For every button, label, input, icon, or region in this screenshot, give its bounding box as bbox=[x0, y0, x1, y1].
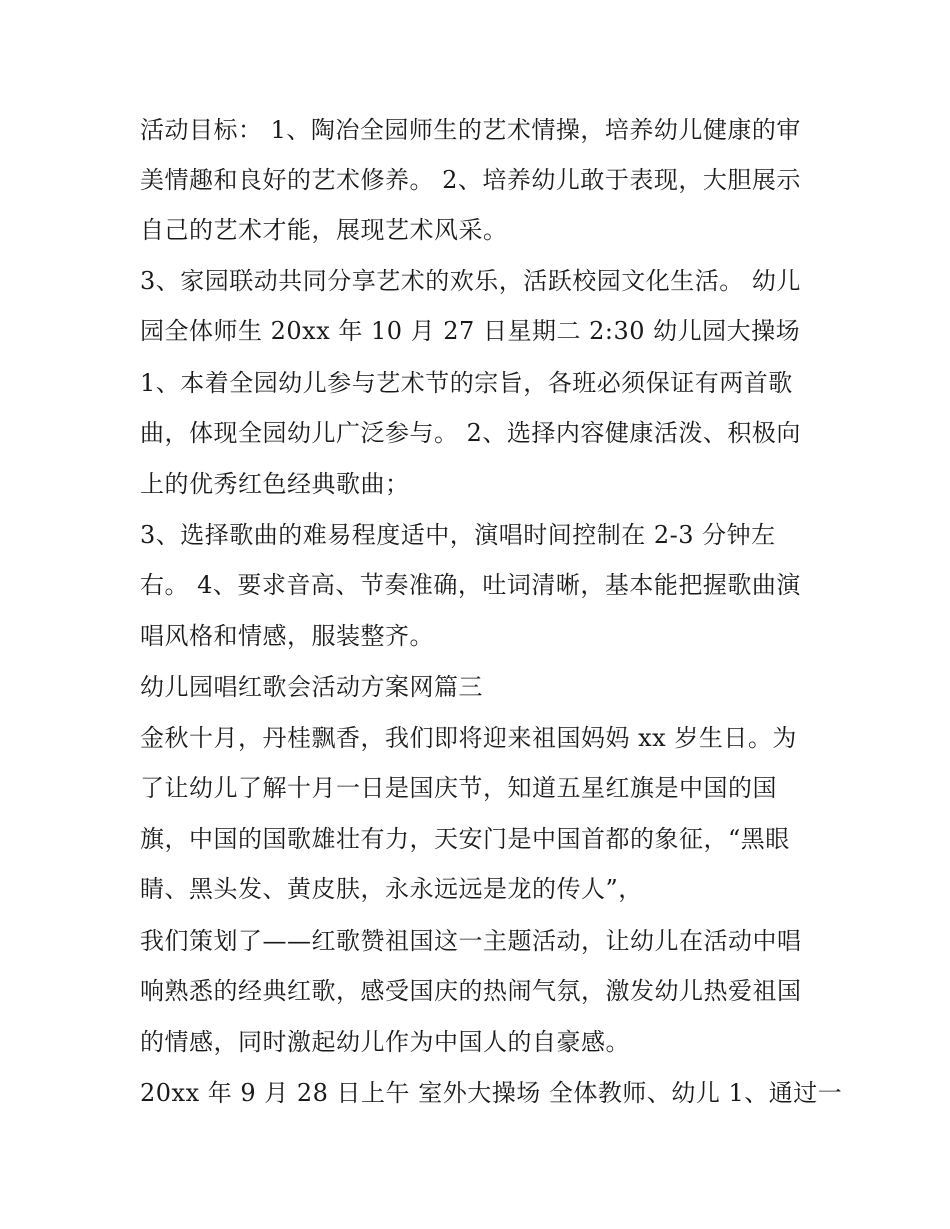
text-line: 上的优秀红色经典歌曲； bbox=[140, 470, 410, 498]
text-line: 曲，体现全园幼儿广泛参与。 2、选择内容健康活泼、积极向 bbox=[140, 419, 801, 447]
text-line: 3、选择歌曲的难易程度适中，演唱时间控制在 2-3 分钟左 bbox=[140, 521, 776, 549]
text-line: 自己的艺术才能，展现艺术风采。 bbox=[140, 216, 508, 244]
text-line: 唱风格和情感，服装整齐。 bbox=[140, 622, 434, 650]
text-line: 3、家园联动共同分享艺术的欢乐，活跃校园文化生活。 幼儿 bbox=[140, 267, 801, 295]
text-line: 旗，中国的国歌雄壮有力，天安门是中国首都的象征，“黑眼 bbox=[140, 825, 790, 853]
text-line: 园全体师生 20xx 年 10 月 27 日星期二 2:30 幼儿园大操场 bbox=[140, 317, 801, 345]
text-line: 我们策划了——红歌赞祖国这一主题活动，让幼儿在活动中唱 bbox=[140, 927, 802, 955]
text-line: 了让幼儿了解十月一日是国庆节，知道五星红旗是中国的国 bbox=[140, 774, 777, 802]
text-line: 活动目标： 1、陶冶全园师生的艺术情操，培养幼儿健康的审 bbox=[140, 116, 801, 144]
text-line: 响熟悉的经典红歌，感受国庆的热闹气氛，激发幼儿热爱祖国 bbox=[140, 977, 802, 1005]
text-line: 20xx 年 9 月 28 日上午 室外大操场 全体教师、幼儿 1、通过一 bbox=[140, 1079, 843, 1107]
section-heading: 幼儿园唱红歌会活动方案网篇三 bbox=[140, 673, 483, 701]
text-line: 右。 4、要求音高、节奏准确，吐词清晰，基本能把握歌曲演 bbox=[140, 571, 801, 599]
text-line: 的情感，同时激起幼儿作为中国人的自豪感。 bbox=[140, 1028, 630, 1056]
text-line: 金秋十月，丹桂飘香，我们即将迎来祖国妈妈 xx 岁生日。为 bbox=[140, 724, 797, 752]
text-line: 美情趣和良好的艺术修养。 2、培养幼儿敢于表现，大胆展示 bbox=[140, 166, 801, 194]
text-line: 睛、黑头发、黄皮肤，永永远远是龙的传人”， bbox=[140, 875, 643, 903]
text-line: 1、本着全园幼儿参与艺术节的宗旨，各班必须保证有两首歌 bbox=[140, 369, 793, 397]
